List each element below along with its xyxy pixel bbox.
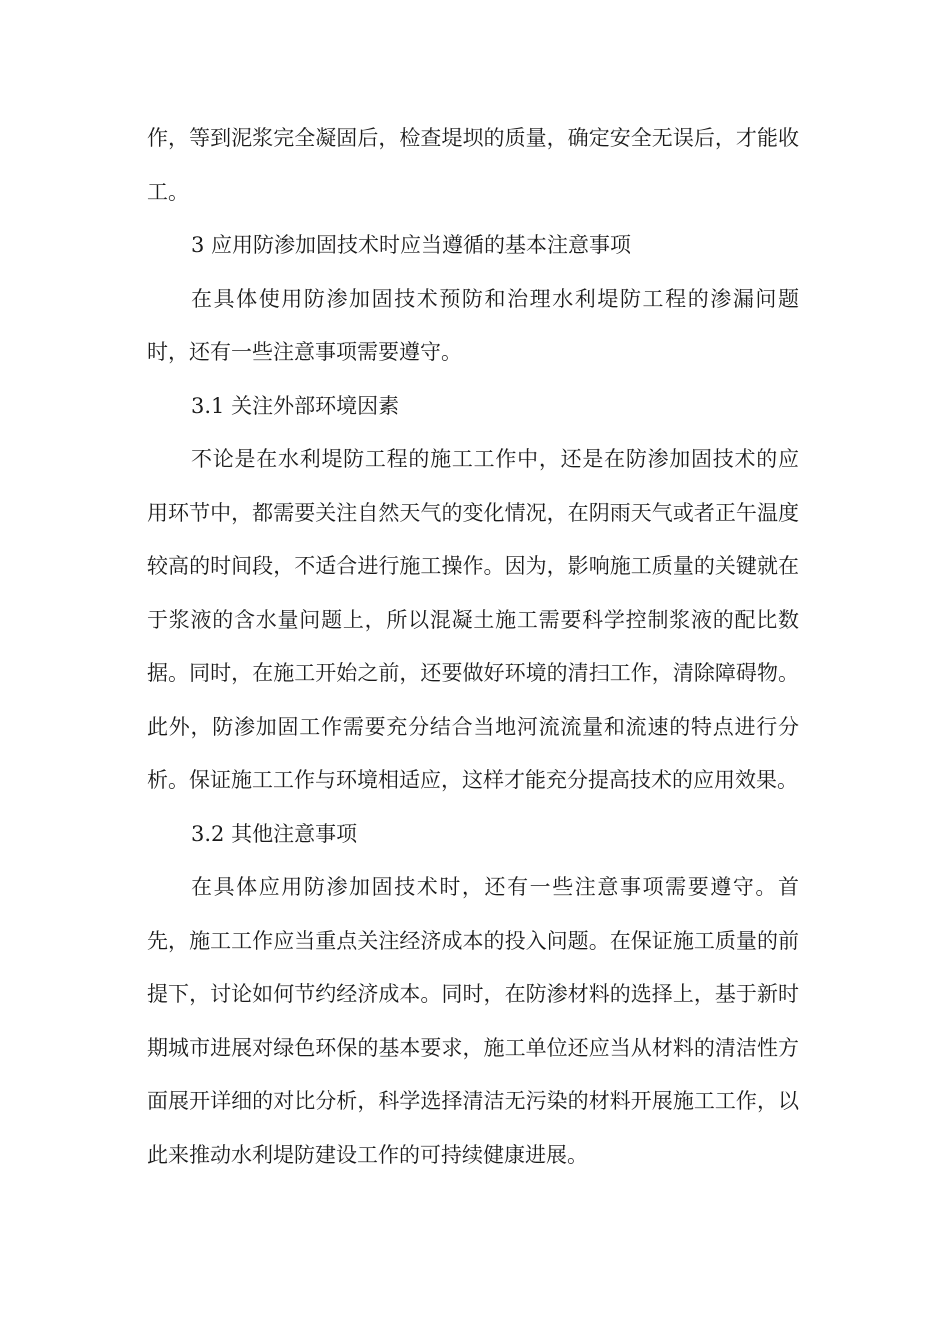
section-heading-3: 3 应用防渗加固技术时应当遵循的基本注意事项	[191, 233, 632, 257]
section-heading-3-1: 3.1 关注外部环境因素	[191, 393, 400, 418]
paragraph-section-3-2: 在具体应用防渗加固技术时，还有一些注意事项需要遵守。首先，施工工作应当重点关注经济成本的投入问题。在保证施工质量的前提下，讨论如何节约经济成本。同时，在防渗材料的选择上，基于新时期城市进展对绿色环保的基本要求，施工单位还应当从材料的清洁性方面展开详细的对比分析，科学选择清洁无污染的材料开展施工工作，以此来推动水利堤防建设工作的可持续健康进展。	[147, 875, 799, 1167]
paragraph-continuation: 作，等到泥浆完全凝固后，检查堤坝的质量，确定安全无误后，才能收工。	[147, 126, 799, 204]
document-body	[147, 112, 799, 1182]
section-heading-3-2: 3.2 其他注意事项	[191, 821, 358, 846]
paragraph-section-3-intro: 在具体使用防渗加固技术预防和治理水利堤防工程的渗漏问题时，还有一些注意事项需要遵守。	[147, 286, 799, 364]
paragraph-section-3-1: 不论是在水利堤防工程的施工工作中，还是在防渗加固技术的应用环节中，都需要关注自然天气的变化情况，在阴雨天气或者正午温度较高的时间段，不适合进行施工操作。因为，影响施工质量的关键就在于浆液的含水量问题上，所以混凝土施工需要科学控制浆液的配比数据。同时，在施工开始之前，还要做好环境的清扫工作，清除障碍物。此外，防渗加固工作需要充分结合当地河流流量和流速的特点进行分析。保证施工工作与环境相适应，这样才能充分提高技术的应用效果。	[147, 447, 799, 792]
